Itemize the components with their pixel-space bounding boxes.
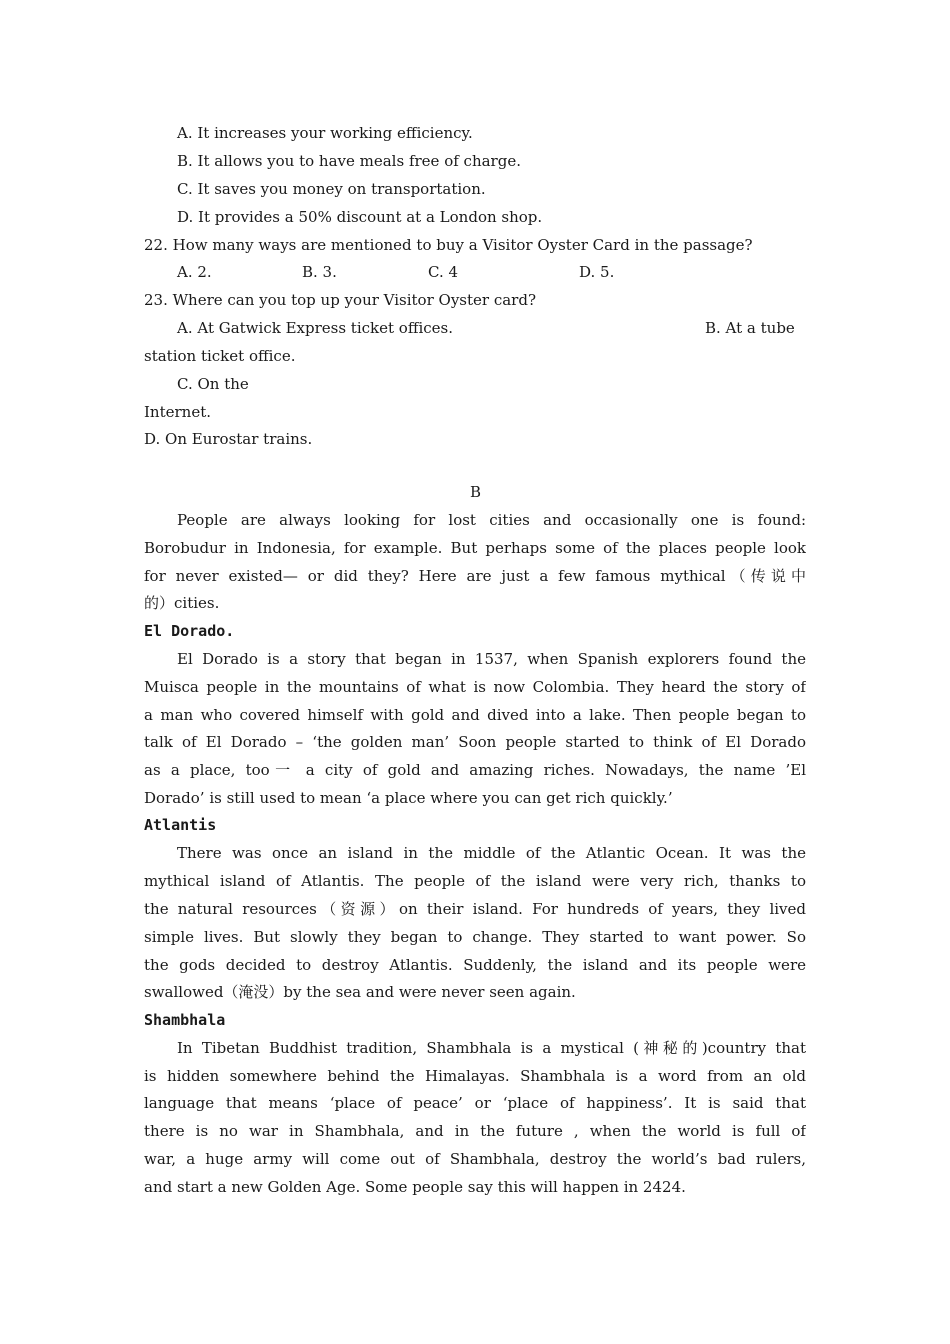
q21-option-b: B. It allows you to have meals free of charge. xyxy=(177,152,521,170)
q22-option-c: C. 4 xyxy=(428,263,459,281)
el-dorado-line: Dorado’ is still used to mean ‘a place where you can get rich quickly.’ xyxy=(144,789,673,807)
section-b-heading: B xyxy=(470,483,482,501)
atlantis-title: Atlantis xyxy=(144,816,217,834)
shambhala-line: is hidden somewhere behind the Himalayas. Shambhala is a word from an old xyxy=(144,1067,806,1085)
q23-option-b: B. At a tube xyxy=(705,319,795,337)
q22-option-b: B. 3. xyxy=(302,263,337,281)
q22-option-a: A. 2. xyxy=(177,263,212,281)
intro-line: for never existed— or did they? Here are just a few famous mythical（传说中 xyxy=(144,567,806,585)
shambhala-line: war, a huge army will come out of Shambhala, destroy the world’s bad rulers, xyxy=(144,1150,806,1168)
q23-option-b-continued: station ticket office. xyxy=(144,347,296,365)
el-dorado-line: talk of El Dorado – ‘the golden man’ Soon people started to think of El Dorado xyxy=(144,733,806,751)
shambhala-line: and start a new Golden Age. Some people say this will happen in 2424. xyxy=(144,1178,686,1196)
el-dorado-line: Muisca people in the mountains of what is now Colombia. They heard the story of xyxy=(144,678,806,696)
intro-line: Borobudur in Indonesia, for example. But perhaps some of the places people look xyxy=(144,539,806,557)
atlantis-line: the gods decided to destroy Atlantis. Suddenly, the island and its people were xyxy=(144,956,806,974)
q22-question: 22. How many ways are mentioned to buy a Visitor Oyster Card in the passage? xyxy=(144,236,753,254)
q21-option-c: C. It saves you money on transportation. xyxy=(177,180,486,198)
atlantis-line: There was once an island in the middle of the Atlantic Ocean. It was the xyxy=(177,844,806,862)
shambhala-line: there is no war in Shambhala, and in the future , when the world is full of xyxy=(144,1122,806,1140)
intro-line: 的）cities. xyxy=(144,594,220,612)
atlantis-line: the natural resources（资源）on their island. For hundreds of years, they lived xyxy=(144,900,806,918)
el-dorado-line: El Dorado is a story that began in 1537, when Spanish explorers found the xyxy=(177,650,806,668)
q21-option-d: D. It provides a 50% discount at a London shop. xyxy=(177,208,543,226)
q21-option-a: A. It increases your working efficiency. xyxy=(177,124,473,142)
q23-option-c-continued: Internet. xyxy=(144,403,211,421)
atlantis-line: simple lives. But slowly they began to change. They started to want power. So xyxy=(144,928,806,946)
el-dorado-line: a man who covered himself with gold and dived into a lake. Then people began to xyxy=(144,706,806,724)
el-dorado-line: as a place, too一 a city of gold and amazing riches. Nowadays, the name ’El xyxy=(144,761,806,779)
q23-option-d: D. On Eurostar trains. xyxy=(144,430,313,448)
q22-option-d: D. 5. xyxy=(579,263,615,281)
intro-line: People are always looking for lost cities and occasionally one is found: xyxy=(177,511,806,529)
q23-option-c: C. On the xyxy=(177,375,249,393)
atlantis-line: swallowed（淹没）by the sea and were never seen again. xyxy=(144,983,576,1001)
el-dorado-title: El Dorado. xyxy=(144,622,235,640)
q23-question: 23. Where can you top up your Visitor Oyster card? xyxy=(144,291,536,309)
shambhala-line: language that means ‘place of peace’ or ‘place of happiness’. It is said that xyxy=(144,1094,806,1112)
shambhala-title: Shambhala xyxy=(144,1011,226,1029)
shambhala-line: In Tibetan Buddhist tradition, Shambhala is a mystical (神秘的)country that xyxy=(177,1039,806,1057)
q23-option-a: A. At Gatwick Express ticket offices. xyxy=(177,319,454,337)
atlantis-line: mythical island of Atlantis. The people of the island were very rich, thanks to xyxy=(144,872,806,890)
